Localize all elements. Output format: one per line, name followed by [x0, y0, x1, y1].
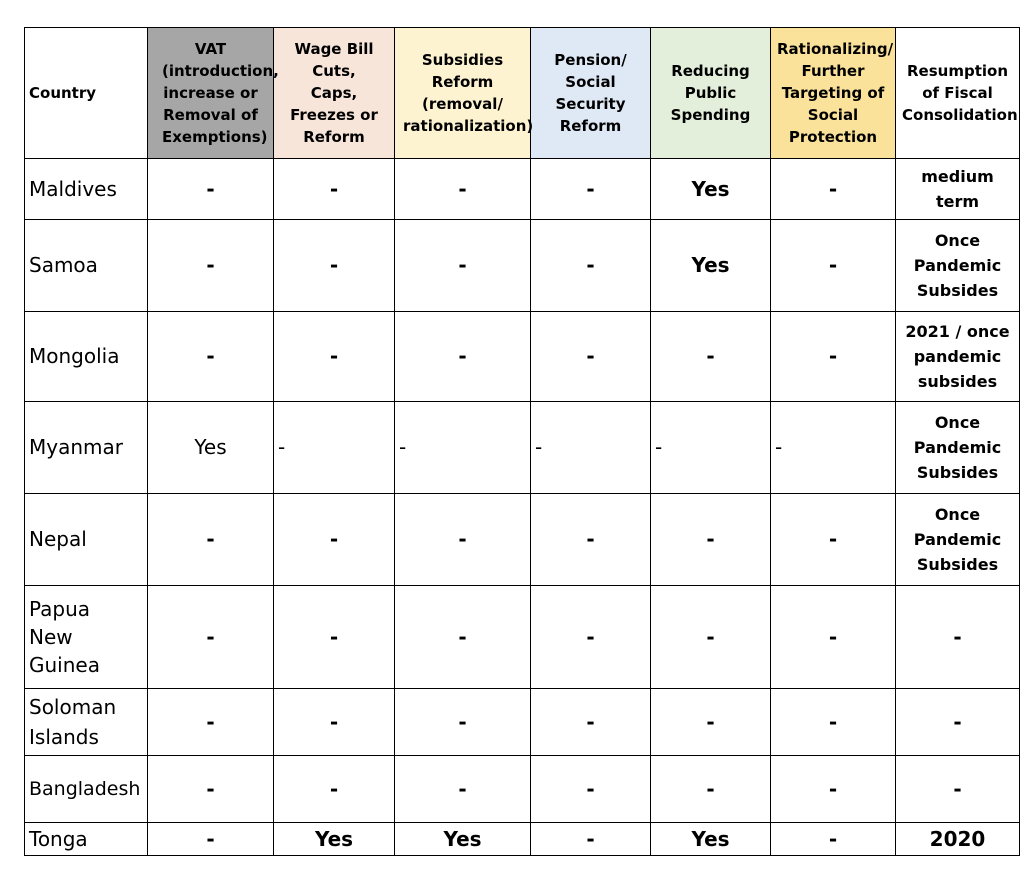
country-cell: Maldives — [25, 159, 148, 220]
table-cell: - — [274, 586, 395, 689]
table-cell: - — [896, 689, 1020, 756]
table-row — [25, 402, 1020, 494]
table-cell: - — [531, 586, 651, 689]
table-cell: medium term — [896, 159, 1020, 220]
column-header-fiscal-consolidation: Resumption of Fiscal Consolidation — [896, 28, 1020, 159]
table-cell: - — [274, 159, 395, 220]
table-cell: - — [771, 402, 896, 494]
column-header-social-protection: Rationalizing/ Further Targeting of Social Protection — [771, 28, 896, 159]
table-cell: - — [651, 494, 771, 586]
table-cell: - — [274, 312, 395, 402]
table-cell: Once Pandemic Subsides — [896, 402, 1020, 494]
table-cell: - — [531, 756, 651, 823]
column-header-wage-bill: Wage Bill Cuts, Caps, Freezes or Reform — [274, 28, 395, 159]
country-cell: Mongolia — [25, 312, 148, 402]
table-cell: - — [274, 494, 395, 586]
table-cell: - — [395, 494, 531, 586]
table-cell: - — [531, 823, 651, 856]
table-cell: Yes — [274, 823, 395, 856]
table-cell: - — [651, 402, 771, 494]
table-cell: - — [148, 823, 274, 856]
table-cell: - — [531, 689, 651, 756]
table-cell: Yes — [651, 823, 771, 856]
table-cell: - — [651, 586, 771, 689]
table-cell: Once Pandemic Subsides — [896, 494, 1020, 586]
table-row — [25, 756, 1020, 823]
table-cell: - — [395, 689, 531, 756]
table-cell: - — [148, 159, 274, 220]
table-cell: - — [531, 402, 651, 494]
country-cell: Papua New Guinea — [25, 586, 148, 689]
table-cell: 2021 / once pandemic subsides — [896, 312, 1020, 402]
table-cell: - — [395, 312, 531, 402]
table-cell: Yes — [651, 159, 771, 220]
table-cell: - — [531, 159, 651, 220]
table-cell: - — [651, 756, 771, 823]
fiscal-measures-table — [24, 27, 1020, 856]
column-header-public-spending: Reducing Public Spending — [651, 28, 771, 159]
table-cell: - — [531, 312, 651, 402]
table-cell: - — [395, 402, 531, 494]
table-cell: - — [274, 689, 395, 756]
table-cell: 2020 — [896, 823, 1020, 856]
table-cell: - — [148, 312, 274, 402]
table-cell: - — [771, 689, 896, 756]
table-cell: Yes — [651, 220, 771, 312]
header-row — [25, 28, 1020, 159]
table-row — [25, 823, 1020, 856]
table-cell: - — [395, 756, 531, 823]
table-cell: - — [274, 402, 395, 494]
table-cell: - — [531, 494, 651, 586]
table-row — [25, 494, 1020, 586]
table-cell: - — [771, 823, 896, 856]
country-cell: Samoa — [25, 220, 148, 312]
country-cell: Nepal — [25, 494, 148, 586]
table-cell: - — [395, 586, 531, 689]
table-cell: - — [651, 312, 771, 402]
table-cell: - — [148, 494, 274, 586]
table-cell: - — [771, 312, 896, 402]
table-row — [25, 220, 1020, 312]
table-cell: - — [896, 586, 1020, 689]
column-header-subsidies: Subsidies Reform (removal/ rationalization) — [395, 28, 531, 159]
country-cell: Tonga — [25, 823, 148, 856]
country-cell: Bangladesh — [25, 756, 148, 823]
table-cell: - — [274, 756, 395, 823]
table-row — [25, 159, 1020, 220]
table-cell: Yes — [395, 823, 531, 856]
table-cell: Once Pandemic Subsides — [896, 220, 1020, 312]
table-cell: - — [651, 689, 771, 756]
table-cell: - — [148, 756, 274, 823]
column-header-vat: VAT (introduction, increase or Removal of Exemptions) — [148, 28, 274, 159]
table-cell: - — [274, 220, 395, 312]
table-cell: - — [771, 756, 896, 823]
table-cell: - — [531, 220, 651, 312]
table-row — [25, 689, 1020, 756]
table-cell: - — [395, 159, 531, 220]
table-cell: - — [771, 220, 896, 312]
column-header-pension: Pension/ Social Security Reform — [531, 28, 651, 159]
column-header-country: Country — [25, 28, 148, 159]
country-cell: Soloman Islands — [25, 689, 148, 756]
table-cell: - — [148, 586, 274, 689]
table-cell: - — [148, 689, 274, 756]
table-cell: - — [148, 220, 274, 312]
country-cell: Myanmar — [25, 402, 148, 494]
table-cell: - — [771, 494, 896, 586]
table-row — [25, 586, 1020, 689]
table-cell: - — [771, 159, 896, 220]
table-row — [25, 312, 1020, 402]
table-cell: - — [395, 220, 531, 312]
table-cell: Yes — [148, 402, 274, 494]
table-cell: - — [771, 586, 896, 689]
table-cell: - — [896, 756, 1020, 823]
